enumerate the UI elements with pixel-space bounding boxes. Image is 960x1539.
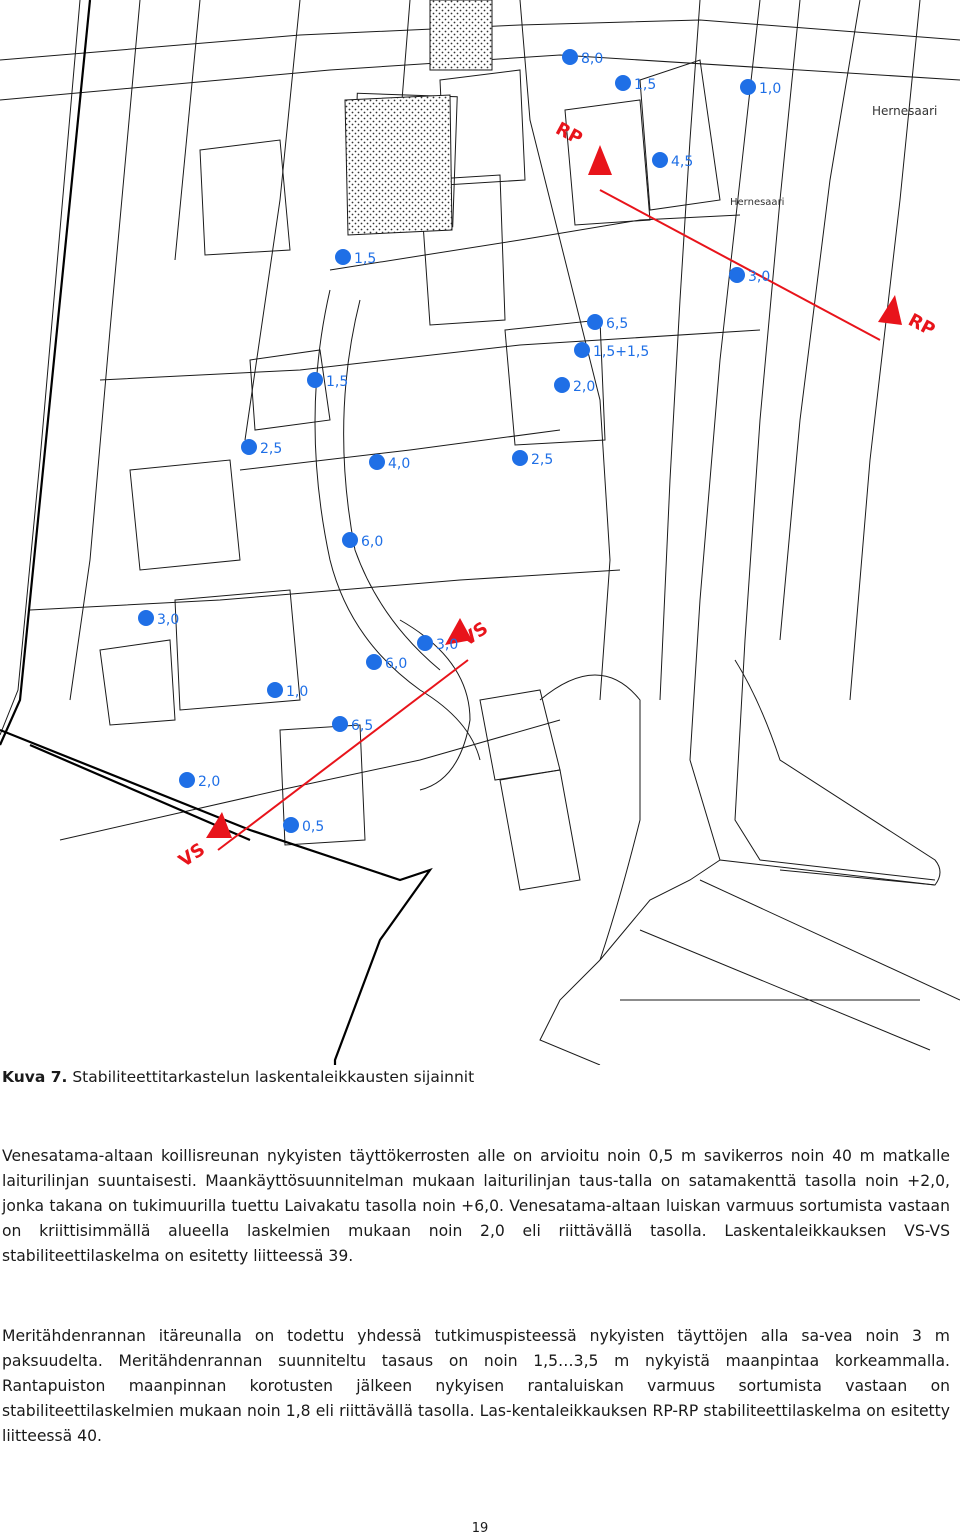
investigation-point-marker — [307, 372, 323, 388]
investigation-point-marker — [369, 454, 385, 470]
investigation-point-marker — [652, 152, 668, 168]
investigation-point-marker — [138, 610, 154, 626]
investigation-point-marker — [335, 249, 351, 265]
investigation-point-label: 1,5 — [634, 77, 657, 93]
investigation-point-marker — [417, 635, 433, 651]
investigation-point-marker — [729, 267, 745, 283]
place-label: Hernesaari — [872, 104, 938, 118]
investigation-point-label: 1,5 — [326, 374, 349, 390]
hatched-block — [430, 0, 492, 70]
investigation-point-marker — [179, 772, 195, 788]
investigation-point-label: 4,5 — [671, 154, 694, 170]
investigation-point-marker — [562, 49, 578, 65]
investigation-point-label: 2,0 — [198, 774, 221, 790]
investigation-point-label: 6,5 — [351, 718, 374, 734]
section-label-rp-2: RP — [904, 309, 939, 341]
figure-number: Kuva 7. — [2, 1068, 68, 1086]
investigation-point-marker — [512, 450, 528, 466]
investigation-point-label: 1,0 — [286, 684, 309, 700]
place-label: Hernesaari — [730, 197, 785, 208]
section-label-rp-1: RP — [552, 118, 586, 150]
investigation-point-label: 6,0 — [361, 534, 384, 550]
investigation-point-marker — [241, 439, 257, 455]
investigation-point-label: 3,0 — [436, 637, 459, 653]
investigation-point-marker — [574, 342, 590, 358]
investigation-point-marker — [342, 532, 358, 548]
section-label-vs-2: VS — [458, 618, 493, 651]
investigation-point-marker — [332, 716, 348, 732]
paragraph-meritahdenranta: Meritähdenrannan itäreunalla on todettu yhdessä tutkimuspisteessä nykyisten täyttöjen alla sa-vea noin 3 m paksuudelta. Meritähdenrannan suunniteltu tasaus on noin 1,5…3,5 m nykyistä maanpintaa korkeammalla. Rantapuiston maanpinnan korotusten jälkeen nykyisen rantaluiskan varmuus sortumista vastaan on stabiliteettilaskelmien mukaan noin 1,8 eli riittävällä tasolla. Las-kentaleikkauksen RP-RP stabiliteettilaskelma on esitetty liitteessä 40. — [2, 1326, 950, 1445]
investigation-point-marker — [283, 817, 299, 833]
investigation-point-marker — [740, 79, 756, 95]
investigation-point-label: 1,5+1,5 — [593, 344, 650, 360]
investigation-point-label: 3,0 — [748, 269, 771, 285]
investigation-point-marker — [587, 314, 603, 330]
investigation-point-label: 1,5 — [354, 251, 377, 267]
investigation-point-label: 6,0 — [385, 656, 408, 672]
investigation-point-marker — [615, 75, 631, 91]
hatched-block — [345, 95, 452, 235]
investigation-point-label: 8,0 — [581, 51, 604, 67]
investigation-point-label: 2,0 — [573, 379, 596, 395]
investigation-point-marker — [366, 654, 382, 670]
investigation-point-label: 4,0 — [388, 456, 411, 472]
paragraph-venesatama: Venesatama-altaan koillisreunan nykyisten täyttökerrosten alle on arvioitu noin 0,5 m savikerros noin 40 m matkalle laiturilinjan suuntaisesti. Maankäyttösuunnitelman mukaan laiturilinjan taus-talla on satamakenttä tasolla noin +2,0, jonka takana on tukimuurilla tuettu Laivakatu tasolla noin +6,0. Venesatama-altaan luiskan varmuus sortumista vastaan on kriittisimmällä alueella laskelmien mukaan noin 2,0 eli riittävällä tasolla. Laskentaleikkauksen VS-VS stabiliteettilaskelma on esitetty liitteessä 39. — [2, 1146, 950, 1265]
investigation-point-label: 6,5 — [606, 316, 629, 332]
investigation-point-label: 1,0 — [759, 81, 782, 97]
figure-caption — [2, 1068, 474, 1086]
investigation-point-label: 0,5 — [302, 819, 325, 835]
section-label-vs-1: VS — [175, 839, 210, 872]
investigation-point-label: 2,5 — [531, 452, 554, 468]
investigation-point-label: 3,0 — [157, 612, 180, 628]
page-number: 19 — [471, 1521, 489, 1536]
figure-caption-text: Stabiliteettitarkastelun laskentaleikkausten sijainnit — [67, 1068, 475, 1086]
investigation-point-label: 2,5 — [260, 441, 283, 457]
investigation-point-marker — [554, 377, 570, 393]
investigation-point-marker — [267, 682, 283, 698]
